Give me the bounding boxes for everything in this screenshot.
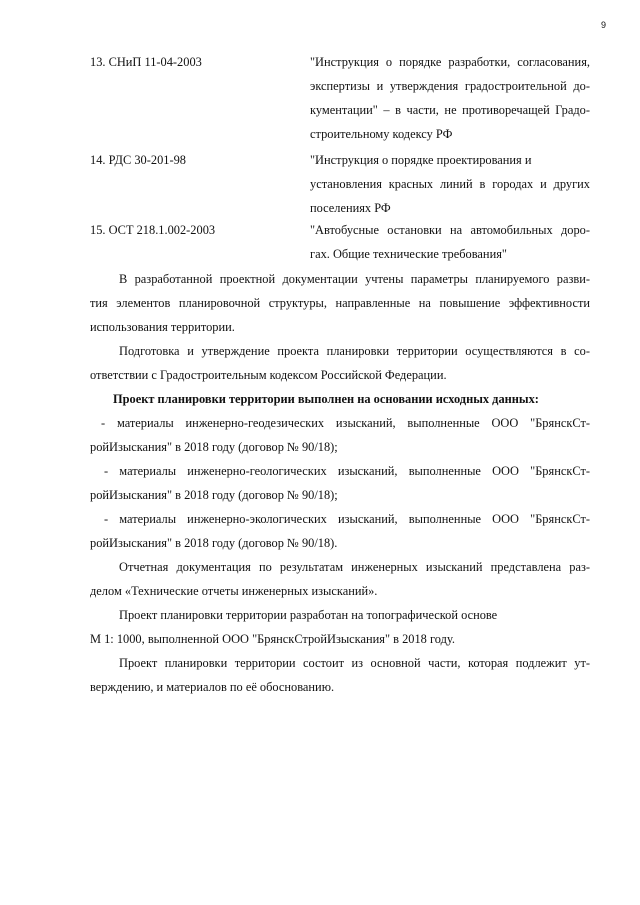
paragraph-line: тия элементов планировочной структуры, направленные на повышение эффективности — [90, 296, 590, 310]
reference-title-line: поселениях РФ — [310, 201, 391, 215]
reference-code: 13. СНиП 11-04-2003 — [90, 55, 202, 69]
paragraph — [90, 555, 590, 603]
paragraph-line: делом «Технические отчеты инженерных изысканий». — [90, 584, 378, 598]
body-text — [90, 267, 590, 699]
paragraph — [90, 651, 590, 699]
paragraph-line: ответствии с Градостроительным кодексом Российской Федерации. — [90, 368, 447, 382]
reference-title — [310, 50, 590, 146]
reference-code: 15. ОСТ 218.1.002-2003 — [90, 223, 216, 237]
reference-title-line: "Инструкция о порядке разработки, согласования, — [310, 55, 590, 69]
paragraph — [90, 339, 590, 387]
list-item-line: - материалы инженерно-геологических изысканий, выполненные ООО "БрянскСт- — [104, 464, 590, 478]
list-item — [90, 411, 590, 459]
section-heading: Проект планировки территории выполнен на основании исходных данных: — [113, 392, 539, 406]
list-item — [90, 459, 590, 507]
paragraph-line: В разработанной проектной документации учтены параметры планируемого разви- — [119, 272, 590, 286]
list-item-line: ройИзыскания" в 2018 году (договор № 90/18). — [90, 536, 338, 550]
reference-title-line: гах. Общие технические требования" — [310, 247, 507, 261]
reference-title-line: кументации" – в части, не противоречащей Градо- — [310, 103, 590, 117]
paragraph — [90, 267, 590, 339]
paragraph-line: верждению, и материалов по её обоснованию. — [90, 680, 335, 694]
paragraph-line: Проект планировки территории состоит из основной части, которая подлежит ут- — [119, 656, 590, 670]
list-item-line: ройИзыскания" в 2018 году (договор № 90/18); — [90, 488, 338, 502]
list-item-line: - материалы инженерно-геодезических изысканий, выполненные ООО "БрянскСт- — [101, 416, 590, 430]
reference-title-line: установления красных линий в городах и других — [310, 177, 590, 191]
reference-title — [310, 148, 590, 220]
list-item-line: ройИзыскания" в 2018 году (договор № 90/18); — [90, 440, 338, 454]
list-item-line: - материалы инженерно-экологических изысканий, выполненные ООО "БрянскСт- — [104, 512, 590, 526]
reference-title — [310, 218, 590, 266]
reference-title-line: "Автобусные остановки на автомобильных доро- — [310, 223, 590, 237]
reference-title-line: строительному кодексу РФ — [310, 127, 453, 141]
paragraph — [90, 603, 590, 651]
list-item — [90, 507, 590, 555]
paragraph-line: использования территории. — [90, 320, 235, 334]
paragraph-line: М 1: 1000, выполненной ООО "БрянскСтройИзыскания" в 2018 году. — [90, 632, 455, 646]
paragraph-line: Отчетная документация по результатам инженерных изысканий представлена раз- — [119, 560, 590, 574]
paragraph-line: Подготовка и утверждение проекта планировки территории осуществляются в со- — [119, 344, 590, 358]
reference-title-line: экспертизы и утверждения градостроительной до- — [310, 79, 590, 93]
page-number: 9 — [601, 20, 607, 30]
reference-title-line: "Инструкция о порядке проектирования и — [310, 153, 532, 167]
reference-code: 14. РДС 30-201-98 — [90, 153, 186, 167]
paragraph-line: Проект планировки территории разработан на топографической основе — [119, 608, 498, 622]
